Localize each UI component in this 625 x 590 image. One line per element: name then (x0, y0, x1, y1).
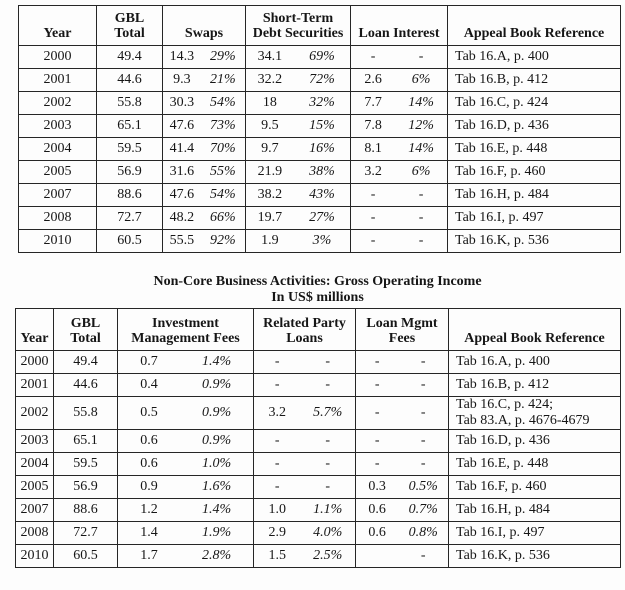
related-party-percent: - (325, 479, 331, 494)
loan-interest-cell (351, 230, 448, 253)
loan-mgmt-percent: 0.7% (408, 502, 438, 517)
reference-cell: Tab 16.A, p. 400 (448, 46, 621, 69)
debt-securities-percent: 38% (309, 164, 335, 179)
loan-interest-percent: 6% (411, 164, 431, 179)
header-swaps: Swaps (163, 6, 246, 46)
loan-interest-cell (351, 69, 448, 92)
investment-fees-cell (118, 351, 254, 374)
loan-mgmt-cell (356, 374, 449, 397)
related-party-value: - (274, 377, 280, 392)
related-party-value: - (274, 479, 280, 494)
table-row (16, 453, 621, 476)
loan-interest-value: 7.7 (364, 95, 382, 110)
gbl-total-cell: 55.8 (97, 92, 163, 115)
swaps-percent: 70% (210, 141, 236, 156)
year-cell: 2002 (16, 397, 54, 430)
swaps-value: 48.2 (169, 210, 195, 225)
investment-fees-percent: 0.9% (201, 405, 232, 420)
loan-mgmt-percent: - (420, 354, 426, 369)
gbl-total-cell: 49.4 (97, 46, 163, 69)
related-party-cell (254, 374, 356, 397)
table-row (16, 374, 621, 397)
table-row (19, 92, 621, 115)
reference-cell: Tab 16.F, p. 460 (449, 476, 621, 499)
loan-interest-value: - (370, 233, 376, 248)
reference-cell: Tab 16.D, p. 436 (448, 115, 621, 138)
table-row (16, 545, 621, 568)
year-cell: 2000 (16, 351, 54, 374)
loan-interest-percent: - (418, 233, 424, 248)
reference-cell: Tab 16.B, p. 412 (448, 69, 621, 92)
gbl-total-cell: 56.9 (97, 161, 163, 184)
year-cell: 2002 (19, 92, 97, 115)
table-row (16, 351, 621, 374)
swaps-cell (163, 46, 246, 69)
core-activities-table-header (19, 6, 621, 46)
reference-cell: Tab 16.F, p. 460 (448, 161, 621, 184)
swaps-value: 31.6 (169, 164, 195, 179)
header-gbl-total: GBL Total (54, 309, 118, 351)
related-party-value: - (274, 433, 280, 448)
loan-mgmt-value: 0.6 (368, 502, 386, 517)
reference-cell: Tab 16.I, p. 497 (449, 522, 621, 545)
swaps-value: 30.3 (169, 95, 195, 110)
swaps-value: 47.6 (169, 118, 195, 133)
gbl-total-cell: 60.5 (97, 230, 163, 253)
debt-securities-cell (246, 161, 351, 184)
swaps-percent: 21% (210, 72, 236, 87)
loan-interest-percent: 14% (408, 95, 434, 110)
related-party-percent: 4.0% (313, 525, 343, 540)
year-cell: 2000 (19, 46, 97, 69)
investment-fees-value: 0.6 (140, 433, 158, 448)
investment-fees-percent: 1.4% (201, 354, 232, 369)
table-row (16, 476, 621, 499)
reference-cell: Tab 16.E, p. 448 (448, 138, 621, 161)
swaps-cell (163, 230, 246, 253)
related-party-percent: - (325, 354, 331, 369)
swaps-value: 9.3 (173, 72, 191, 87)
related-party-value: 1.5 (268, 548, 286, 563)
loan-interest-percent: - (418, 187, 424, 202)
debt-securities-value: 32.2 (257, 72, 283, 87)
gbl-total-cell: 88.6 (54, 499, 118, 522)
related-party-percent: 5.7% (313, 405, 343, 420)
debt-securities-value: 21.9 (257, 164, 283, 179)
year-cell: 2008 (16, 522, 54, 545)
year-cell: 2001 (19, 69, 97, 92)
debt-securities-cell (246, 184, 351, 207)
investment-fees-percent: 0.9% (201, 377, 232, 392)
table-row (16, 522, 621, 545)
loan-mgmt-percent: - (420, 456, 426, 471)
debt-securities-value: 1.9 (261, 233, 279, 248)
year-cell: 2008 (19, 207, 97, 230)
investment-fees-cell (118, 522, 254, 545)
loan-mgmt-cell (356, 476, 449, 499)
header-year: Year (19, 6, 97, 46)
related-party-cell (254, 476, 356, 499)
header-investment-management-fees: Investment Management Fees (118, 309, 254, 351)
loan-mgmt-cell (356, 545, 449, 568)
loan-mgmt-value: - (374, 405, 380, 420)
loan-interest-value: 7.8 (364, 118, 382, 133)
table-row (19, 161, 621, 184)
header-year: Year (16, 309, 54, 351)
reference-cell: Tab 16.I, p. 497 (448, 207, 621, 230)
related-party-percent: - (325, 377, 331, 392)
investment-fees-percent: 2.8% (201, 548, 232, 563)
debt-securities-cell (246, 46, 351, 69)
debt-securities-cell (246, 138, 351, 161)
swaps-cell (163, 92, 246, 115)
loan-interest-cell (351, 46, 448, 69)
reference-cell: Tab 16.C, p. 424 (448, 92, 621, 115)
table-row (19, 138, 621, 161)
investment-fees-value: 1.7 (140, 548, 158, 563)
loan-interest-percent: - (418, 210, 424, 225)
swaps-percent: 54% (210, 95, 236, 110)
debt-securities-value: 38.2 (257, 187, 283, 202)
investment-fees-cell (118, 374, 254, 397)
year-cell: 2010 (16, 545, 54, 568)
reference-cell: Tab 16.A, p. 400 (449, 351, 621, 374)
reference-cell: Tab 16.K, p. 536 (449, 545, 621, 568)
loan-interest-cell (351, 207, 448, 230)
loan-mgmt-cell (356, 499, 449, 522)
year-cell: 2004 (19, 138, 97, 161)
debt-securities-cell (246, 92, 351, 115)
investment-fees-value: 0.4 (140, 377, 158, 392)
swaps-percent: 29% (210, 49, 236, 64)
debt-securities-percent: 15% (309, 118, 335, 133)
loan-mgmt-value: - (374, 456, 380, 471)
swaps-cell (163, 184, 246, 207)
table-row (19, 69, 621, 92)
debt-securities-value: 34.1 (257, 49, 283, 64)
non-core-activities-table-header (16, 309, 621, 351)
related-party-value: - (274, 456, 280, 471)
gbl-total-cell: 60.5 (54, 545, 118, 568)
related-party-value: 2.9 (268, 525, 286, 540)
related-party-cell (254, 545, 356, 568)
loan-interest-percent: 6% (411, 72, 431, 87)
swaps-value: 55.5 (169, 233, 195, 248)
gbl-total-cell: 59.5 (54, 453, 118, 476)
non-core-table-title-line1: Non-Core Business Activities: Gross Operating Income (153, 274, 482, 289)
debt-securities-cell (246, 207, 351, 230)
debt-securities-percent: 43% (309, 187, 335, 202)
debt-securities-cell (246, 115, 351, 138)
related-party-cell (254, 453, 356, 476)
investment-fees-percent: 1.4% (201, 502, 232, 517)
gbl-total-cell: 55.8 (54, 397, 118, 430)
investment-fees-value: 1.4 (140, 525, 158, 540)
gbl-total-cell: 49.4 (54, 351, 118, 374)
loan-interest-value: - (370, 49, 376, 64)
year-cell: 2004 (16, 453, 54, 476)
table-row (16, 430, 621, 453)
loan-interest-percent: 14% (408, 141, 434, 156)
table-row (19, 184, 621, 207)
swaps-value: 41.4 (169, 141, 195, 156)
related-party-cell (254, 499, 356, 522)
debt-securities-percent: 27% (309, 210, 335, 225)
year-cell: 2007 (16, 499, 54, 522)
related-party-percent: - (325, 433, 331, 448)
gbl-total-cell: 44.6 (54, 374, 118, 397)
investment-fees-cell (118, 430, 254, 453)
non-core-activities-table (15, 308, 621, 568)
related-party-cell (254, 397, 356, 430)
loan-mgmt-value: - (374, 433, 380, 448)
gbl-total-cell: 72.7 (54, 522, 118, 545)
loan-mgmt-percent: - (420, 377, 426, 392)
debt-securities-percent: 16% (309, 141, 335, 156)
debt-securities-value: 18 (262, 95, 277, 110)
header-appeal-book-reference: Appeal Book Reference (449, 309, 621, 351)
debt-securities-value: 9.5 (261, 118, 279, 133)
year-cell: 2001 (16, 374, 54, 397)
debt-securities-percent: 3% (312, 233, 332, 248)
swaps-cell (163, 161, 246, 184)
gbl-total-cell: 72.7 (97, 207, 163, 230)
loan-mgmt-percent: - (420, 548, 426, 563)
header-gbl-total: GBL Total (97, 6, 163, 46)
related-party-value: - (274, 354, 280, 369)
loan-interest-percent: - (418, 49, 424, 64)
investment-fees-cell (118, 499, 254, 522)
loan-mgmt-cell (356, 522, 449, 545)
swaps-percent: 55% (210, 164, 236, 179)
loan-interest-cell (351, 92, 448, 115)
swaps-value: 47.6 (169, 187, 195, 202)
header-loan-interest: Loan Interest (351, 6, 448, 46)
related-party-percent: 1.1% (313, 502, 343, 517)
year-cell: 2003 (16, 430, 54, 453)
header-related-party-loans: Related Party Loans (254, 309, 356, 351)
loan-interest-cell (351, 138, 448, 161)
related-party-cell (254, 522, 356, 545)
gbl-total-cell: 44.6 (97, 69, 163, 92)
debt-securities-percent: 32% (309, 95, 335, 110)
year-cell: 2010 (19, 230, 97, 253)
reference-cell: Tab 16.C, p. 424; Tab 83.A, p. 4676-4679 (449, 397, 621, 430)
year-cell: 2007 (19, 184, 97, 207)
non-core-table-title (15, 274, 620, 306)
investment-fees-percent: 1.0% (201, 456, 232, 471)
swaps-percent: 92% (210, 233, 236, 248)
swaps-cell (163, 115, 246, 138)
year-cell: 2005 (16, 476, 54, 499)
loan-mgmt-percent: - (420, 433, 426, 448)
investment-fees-cell (118, 545, 254, 568)
debt-securities-value: 9.7 (261, 141, 279, 156)
investment-fees-value: 1.2 (140, 502, 158, 517)
investment-fees-value: 0.9 (140, 479, 158, 494)
loan-interest-value: - (370, 187, 376, 202)
investment-fees-value: 0.5 (140, 405, 158, 420)
loan-mgmt-cell (356, 351, 449, 374)
non-core-table-title-line2: In US$ millions (271, 290, 364, 305)
swaps-percent: 54% (210, 187, 236, 202)
debt-securities-cell (246, 230, 351, 253)
loan-interest-cell (351, 184, 448, 207)
swaps-cell (163, 138, 246, 161)
swaps-value: 14.3 (169, 49, 195, 64)
table-row (19, 230, 621, 253)
loan-interest-value: 2.6 (364, 72, 382, 87)
header-short-term-debt-securities: Short-Term Debt Securities (246, 6, 351, 46)
investment-fees-percent: 0.9% (201, 433, 232, 448)
table-row (19, 115, 621, 138)
investment-fees-value: 0.7 (140, 354, 158, 369)
reference-cell: Tab 16.D, p. 436 (449, 430, 621, 453)
header-appeal-book-reference: Appeal Book Reference (448, 6, 621, 46)
related-party-percent: 2.5% (313, 548, 343, 563)
reference-cell: Tab 16.H, p. 484 (449, 499, 621, 522)
reference-cell: Tab 16.E, p. 448 (449, 453, 621, 476)
related-party-value: 3.2 (268, 405, 286, 420)
table-row (16, 397, 621, 430)
header-loan-mgmt-fees: Loan Mgmt Fees (356, 309, 449, 351)
investment-fees-cell (118, 476, 254, 499)
loan-mgmt-value: - (374, 377, 380, 392)
year-cell: 2003 (19, 115, 97, 138)
related-party-value: 1.0 (268, 502, 286, 517)
debt-securities-cell (246, 69, 351, 92)
investment-fees-value: 0.6 (140, 456, 158, 471)
loan-interest-value: 8.1 (364, 141, 382, 156)
related-party-cell (254, 430, 356, 453)
loan-interest-cell (351, 161, 448, 184)
swaps-percent: 66% (210, 210, 236, 225)
debt-securities-percent: 69% (309, 49, 335, 64)
investment-fees-cell (118, 397, 254, 430)
swaps-cell (163, 207, 246, 230)
loan-interest-percent: 12% (408, 118, 434, 133)
core-activities-table (18, 5, 621, 253)
debt-securities-percent: 72% (309, 72, 335, 87)
table-row (19, 207, 621, 230)
loan-mgmt-value: 0.6 (368, 525, 386, 540)
loan-mgmt-percent: - (420, 405, 426, 420)
gbl-total-cell: 59.5 (97, 138, 163, 161)
loan-mgmt-value: 0.3 (368, 479, 386, 494)
related-party-cell (254, 351, 356, 374)
gbl-total-cell: 65.1 (54, 430, 118, 453)
related-party-percent: - (325, 456, 331, 471)
gbl-total-cell: 88.6 (97, 184, 163, 207)
debt-securities-value: 19.7 (257, 210, 283, 225)
loan-mgmt-cell (356, 453, 449, 476)
reference-cell: Tab 16.H, p. 484 (448, 184, 621, 207)
loan-interest-cell (351, 115, 448, 138)
year-cell: 2005 (19, 161, 97, 184)
investment-fees-percent: 1.6% (201, 479, 232, 494)
table-row (19, 46, 621, 69)
reference-cell: Tab 16.K, p. 536 (448, 230, 621, 253)
gbl-total-cell: 56.9 (54, 476, 118, 499)
reference-cell: Tab 16.B, p. 412 (449, 374, 621, 397)
loan-mgmt-value: - (374, 354, 380, 369)
loan-mgmt-cell (356, 397, 449, 430)
investment-fees-cell (118, 453, 254, 476)
loan-mgmt-percent: 0.5% (408, 479, 438, 494)
gbl-total-cell: 65.1 (97, 115, 163, 138)
swaps-cell (163, 69, 246, 92)
table-row (16, 499, 621, 522)
loan-interest-value: - (370, 210, 376, 225)
loan-mgmt-percent: 0.8% (408, 525, 438, 540)
swaps-percent: 73% (210, 118, 236, 133)
loan-interest-value: 3.2 (364, 164, 382, 179)
investment-fees-percent: 1.9% (201, 525, 232, 540)
loan-mgmt-cell (356, 430, 449, 453)
